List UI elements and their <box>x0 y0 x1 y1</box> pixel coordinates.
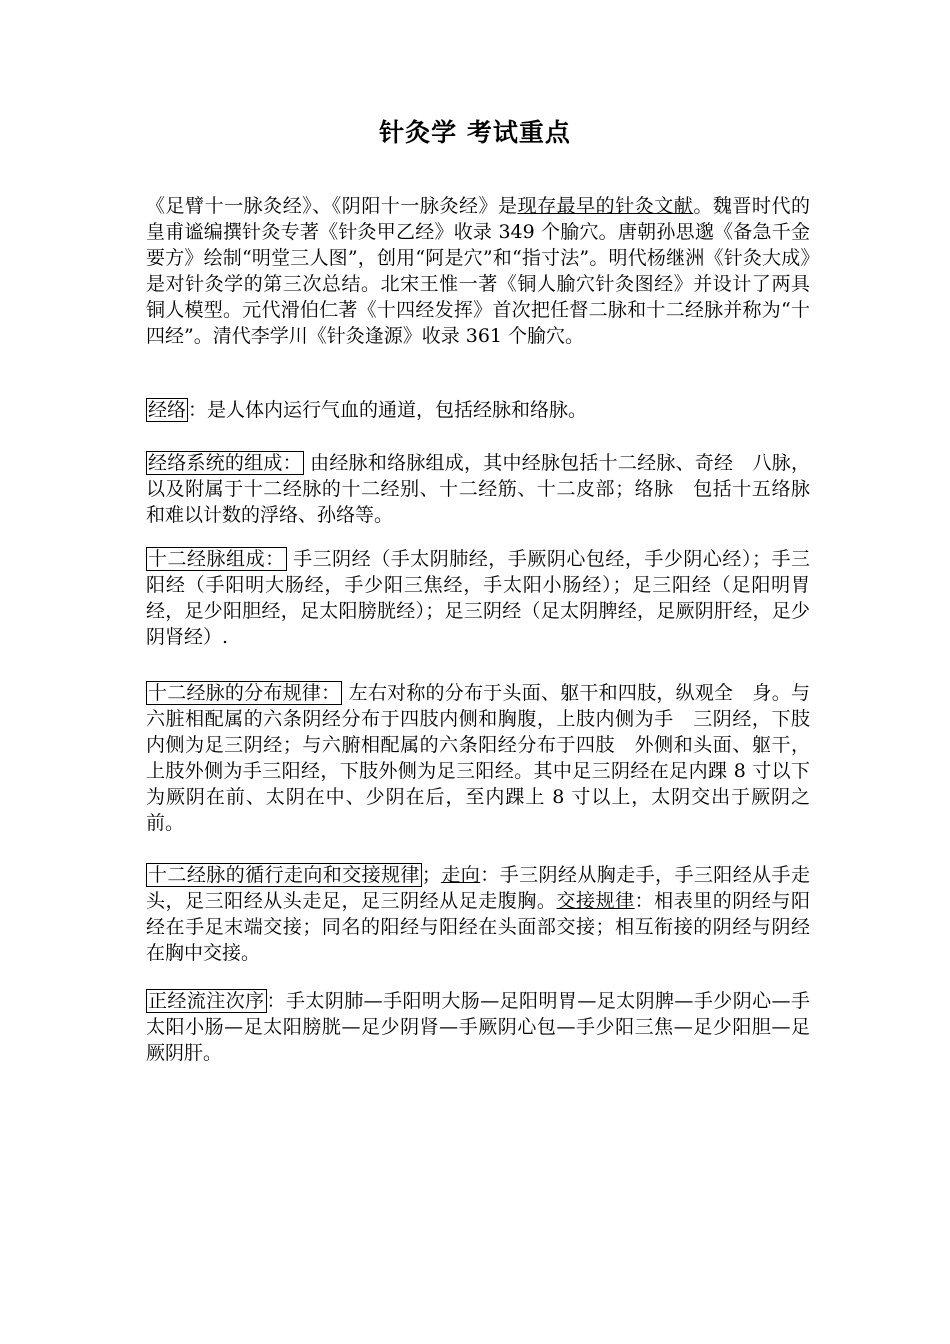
flow-order-paragraph <box>146 988 810 1066</box>
jingluo-term: 经络 <box>148 399 187 421</box>
page-title: 针灸学 考试重点 <box>379 118 571 147</box>
distribution-paragraph <box>146 680 810 836</box>
circulation-direction-text: ：手三阴经从胸走手，手三阳经从手走头，足三阳经从头走足，足三阴经从足走腹胸。 <box>146 864 810 912</box>
circulation-paragraph <box>146 862 810 966</box>
system-definition: 由经脉和络脉组成，其中经脉包括十二经脉、奇经 八脉，以及附属于十二经脉的十二经别、十二经筋、十二皮部；络脉 包括十五络脉和难以计数的浮络、孙络等。 <box>146 452 810 526</box>
circulation-separator: ； <box>421 864 441 886</box>
twelve-meridians-term: 十二经脉组成： <box>148 548 285 570</box>
flow-order-text: ：手太阴肺—手阳明大肠—足阳明胃—足太阴脾—手少阴心—手太阳小肠—足太阳膀胱—足少阴肾—手厥阴心包—手少阳三焦—足少阳胆—足厥阴肝。 <box>146 990 810 1064</box>
flow-order-term: 正经流注次序 <box>148 990 265 1012</box>
distribution-definition: 左右对称的分布于头面、躯干和四肢，纵观全 身。与六脏相配属的六条阴经分布于四肢内侧和胸腹，上肢内侧为手 三阴经，下肢内侧为足三阴经；与六腑相配属的六条阳经分布于四肢 外侧和头面、躯干，上肢外侧为手三阳经，下肢外侧为足三阳经。其中足三阴经在足内踝 8 寸以下为厥阴在前、太阴在中、少阴在后，至内踝上 8 寸以上，太阴交出于厥阴之前。 <box>146 682 810 834</box>
history-paragraph <box>146 193 810 349</box>
circulation-junction-label: 交接规律 <box>556 890 635 912</box>
system-term: 经络系统的组成： <box>148 452 302 474</box>
distribution-term: 十二经脉的分布规律： <box>148 682 341 704</box>
twelve-meridians-definition: 手三阴经（手太阴肺经，手厥阴心包经，手少阴心经）；手三阳经（手阳明大肠经，手少阳三焦经，手太阳小肠经）；足三阳经（足阳明胃经，足少阳胆经，足太阳膀胱经）；足三阴经（足太阴脾经，足厥阴肝经，足少阴肾经）. <box>146 548 810 648</box>
circulation-junction-text: ：相表里的阴经与阳经在手足末端交接；同名的阳经与阳经在头面部交接；相互衔接的阴经与阴经在胸中交接。 <box>146 890 810 964</box>
circulation-term: 十二经脉的循行走向和交接规律 <box>148 864 420 886</box>
twelve-meridians-paragraph <box>146 546 810 650</box>
jingluo-paragraph <box>146 397 810 423</box>
history-text-part1: 《足臂十一脉灸经》、《阴阳十一脉灸经》是 <box>146 195 518 217</box>
history-text-part2: 。魏晋时代的皇甫谧编撰针灸专著《针灸甲乙经》收录 349 个腧穴。唐朝孙思邈《备急千金要方》绘制“明堂三人图”，创用“阿是穴”和“指寸法”。明代杨继洲《针灸大成》是对针灸学的第三次总结。北宋王惟一著《铜人腧穴针灸图经》并设计了两具铜人模型。元代滑伯仁著《十四经发挥》首次把任督二脉和十二经脉并称为“十四经”。清代李学川《针灸逢源》收录 361 个腧穴。 <box>146 195 810 347</box>
history-underlined-phrase: 现存最早的针灸文献 <box>517 195 694 217</box>
circulation-direction-label: 走向 <box>440 864 481 886</box>
jingluo-definition: ：是人体内运行气血的通道，包括经脉和络脉。 <box>188 399 588 421</box>
system-paragraph <box>146 450 810 528</box>
